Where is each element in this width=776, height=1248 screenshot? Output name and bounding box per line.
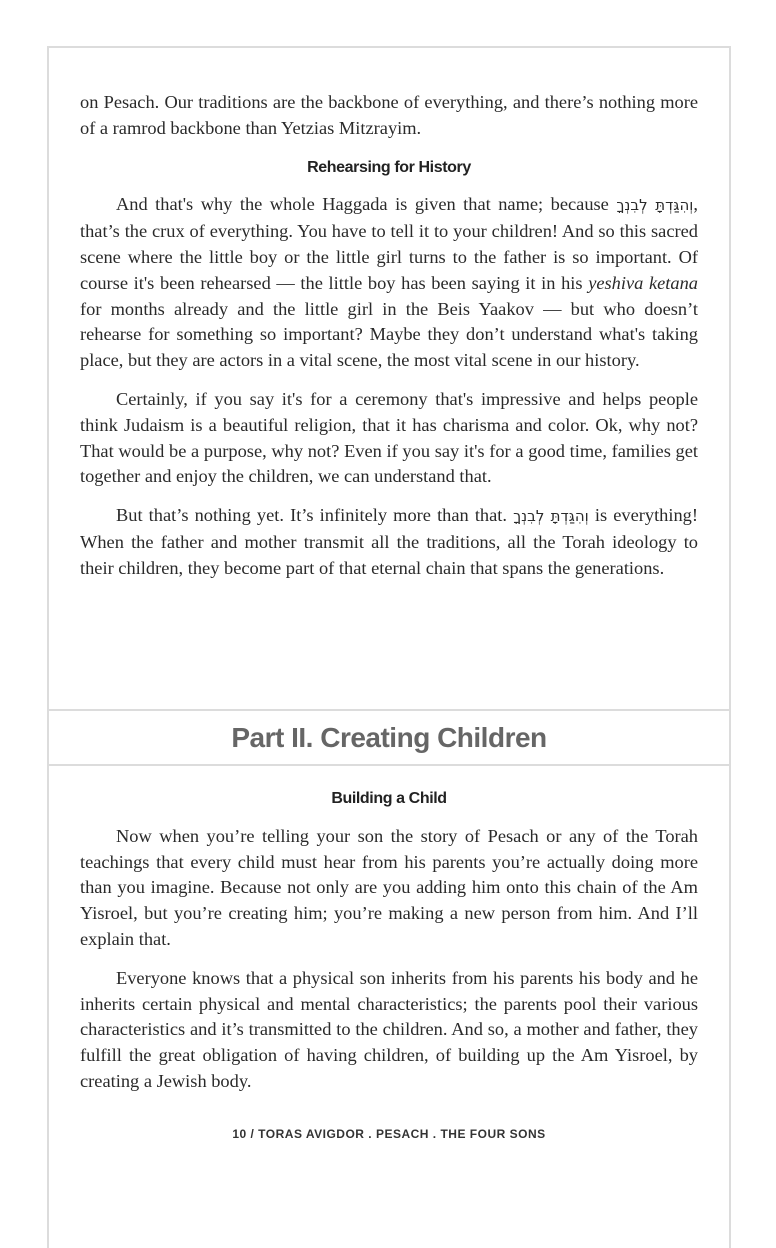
paragraph: Certainly, if you say it's for a ceremony that's impressive and helps people think Judaism is a beautiful religion, that it has charisma and color. Ok, why not? That would be a purpose, why not? Even if you say it's for a good time, families get together and enjoy the children, we can understand that.	[80, 388, 698, 487]
text: And that's why the whole Haggada is given that name; because	[116, 194, 617, 215]
hebrew-text: וְהִגַּדְתָּ לְבִנְךָ	[513, 507, 589, 526]
text: is everything! When the father and mother transmit all the traditions, all the Torah ideology to their children, they become part of that eternal chain that spans the generations.	[80, 505, 698, 578]
paragraph: Everyone knows that a physical son inherits from his parents his body and he inherits certain physical and mental characteristics; the parents pool their various characteristics and it’s transmitted to the children. And so, a mother and father, they fulfill the great obligation of having children, of building up the Am Yisroel, by creating a Jewish body.	[80, 967, 698, 1091]
text: for months already and the little girl in the Beis Yaakov — but who doesn’t rehearse for something so important? Maybe they don’t understand what's taking place, but they are actors in a vital scene, the most vital scene in our history.	[80, 298, 698, 371]
italic-text: yeshiva ketana	[588, 272, 698, 293]
section-1	[80, 90, 698, 595]
paragraph	[80, 503, 698, 581]
section-2	[80, 786, 698, 1108]
section-heading: Building a Child	[331, 790, 447, 807]
paragraph: Now when you’re telling your son the story of Pesach or any of the Torah teachings that every child must hear from his parents you’re actually doing more than you imagine. Because not only are you adding him onto this chain of the Am Yisroel, but you’re creating him; you’re making a new person from him. And I’ll explain that.	[80, 825, 698, 949]
part-title: Part II. Creating Children	[231, 722, 547, 753]
divider	[49, 764, 729, 766]
paragraph	[80, 192, 698, 374]
hebrew-text: וְהִגַּדְתָּ לְבִנְךָ	[616, 196, 694, 215]
intro-paragraph: on Pesach. Our traditions are the backbone of everything, and there’s nothing more of a ramrod backbone than Yetzias Mitzrayim.	[80, 92, 698, 138]
page-frame	[47, 46, 731, 1248]
text: But that’s nothing yet. It’s infinitely more than that.	[116, 505, 514, 526]
page-footer: 10 / TORAS AVIGDOR . PESACH . THE FOUR SONS	[232, 1127, 546, 1141]
section-heading: Rehearsing for History	[307, 158, 471, 176]
text: , that’s the crux of everything. You have to tell it to your children! And so this sacred scene where the little boy or the little girl turns to the father is so important. Of course it's been rehearsed — the little boy has been saying it in his	[80, 194, 698, 293]
